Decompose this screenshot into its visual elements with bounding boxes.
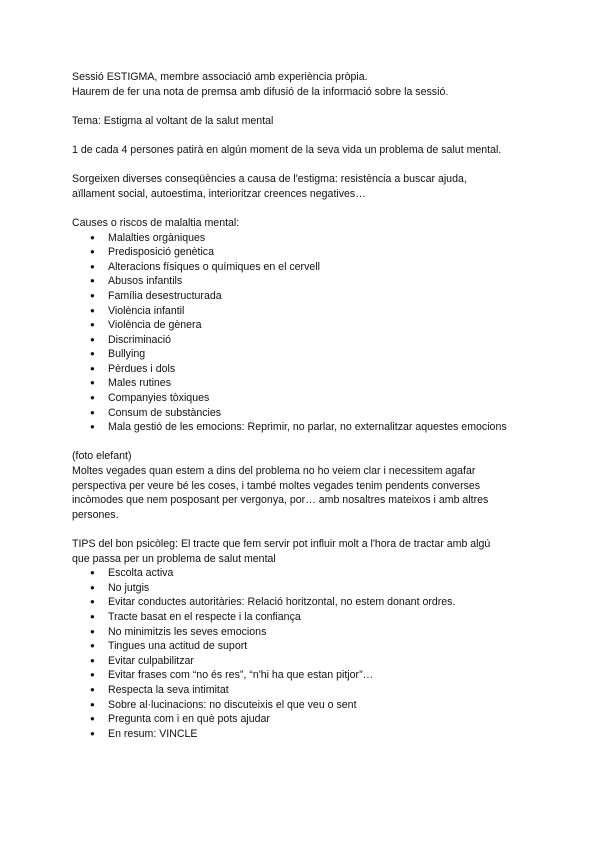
- tips-heading-line-1: TIPS del bon psicòleg: El tracte que fem servir pot influir molt a l'hora de tractar amb algú: [72, 538, 491, 550]
- list-item: ● Companyies tòxiques: [108, 391, 532, 406]
- list-item: ● Pèrdues i dols: [108, 362, 532, 377]
- list-item: ● Consum de substàncies: [108, 406, 532, 421]
- list-item: ● Evitar frases com “no és res”, “n'hi ha que estan pitjor”…: [108, 668, 532, 683]
- consequences-line-2: aïllament social, autoestima, interioritzar creences negatives…: [72, 187, 366, 200]
- list-item: ● Família desestructurada: [108, 289, 532, 304]
- list-item: ● Tingues una actitud de suport: [108, 639, 532, 654]
- causes-list: [72, 231, 532, 435]
- intro-line-1: Sessió ESTIGMA, membre associació amb experiència pròpia.: [72, 71, 368, 83]
- list-item: ● Abusos infantils: [108, 274, 532, 289]
- list-item: ● Predisposició genètica: [108, 245, 532, 260]
- list-item: ● Violència infantil: [108, 304, 532, 319]
- topic-line: Tema: Estigma al voltant de la salut mental: [72, 114, 274, 127]
- elephant-paragraph-line-2: perspectiva per veure bé les coses, i també moltes vegades tenim pendents converses: [72, 479, 481, 492]
- list-item: ● Evitar culpabilitzar: [108, 654, 532, 669]
- list-item: ● Pregunta com i en què pots ajudar: [108, 712, 532, 727]
- elephant-paragraph-line-1: Moltes vegades quan estem a dins del problema no ho veiem clar i necessitem agafar: [72, 465, 476, 478]
- photo-note: (foto elefant): [72, 450, 132, 463]
- list-item: ● Respecta la seva intimitat: [108, 683, 532, 698]
- list-item: ● Mala gestió de les emocions: Reprimir, no parlar, no externalitzar aquestes emocions: [108, 420, 532, 435]
- list-item: ● Tracte basat en el respecte i la confiança: [108, 610, 532, 625]
- elephant-paragraph-line-4: persones.: [72, 508, 119, 521]
- list-item: ● No jutgis: [108, 581, 532, 596]
- document-body: [72, 70, 532, 741]
- list-item: ● Malalties orgàniques: [108, 231, 532, 246]
- list-item: ● Bullying: [108, 347, 532, 362]
- list-item: ● Escolta activa: [108, 566, 532, 581]
- list-item: ● Evitar conductes autoritàries: Relació horitzontal, no estem donant ordres.: [108, 595, 532, 610]
- list-item: ● Males rutines: [108, 376, 532, 391]
- statistic-line: 1 de cada 4 persones patirà en algún moment de la seva vida un problema de salut mental.: [72, 143, 502, 156]
- causes-heading: Causes o riscos de malaltia mental:: [72, 216, 240, 229]
- list-item: ● No minimitzis les seves emocions: [108, 625, 532, 640]
- list-item: ● Violència de gènera: [108, 318, 532, 333]
- list-item: ● Discriminació: [108, 333, 532, 348]
- intro-line-2: Haurem de fer una nota de premsa amb difusió de la informació sobre la sessió.: [72, 85, 449, 98]
- elephant-paragraph-line-3: incòmodes que nem posposant per vergonya, por… amb nosaltres mateixos i amb altres: [72, 494, 489, 507]
- list-item: ● Sobre al·lucinacions: no discuteixis el que veu o sent: [108, 698, 532, 713]
- list-item: ● Alteracions físiques o químiques en el cervell: [108, 260, 532, 275]
- consequences-line-1: Sorgeixen diverses conseqüències a causa de l'estigma: resistència a buscar ajuda,: [72, 173, 467, 186]
- tips-list: [72, 566, 532, 741]
- list-item: ● En resum: VINCLE: [108, 727, 532, 742]
- tips-heading-line-2: que passa per un problema de salut mental: [72, 552, 276, 565]
